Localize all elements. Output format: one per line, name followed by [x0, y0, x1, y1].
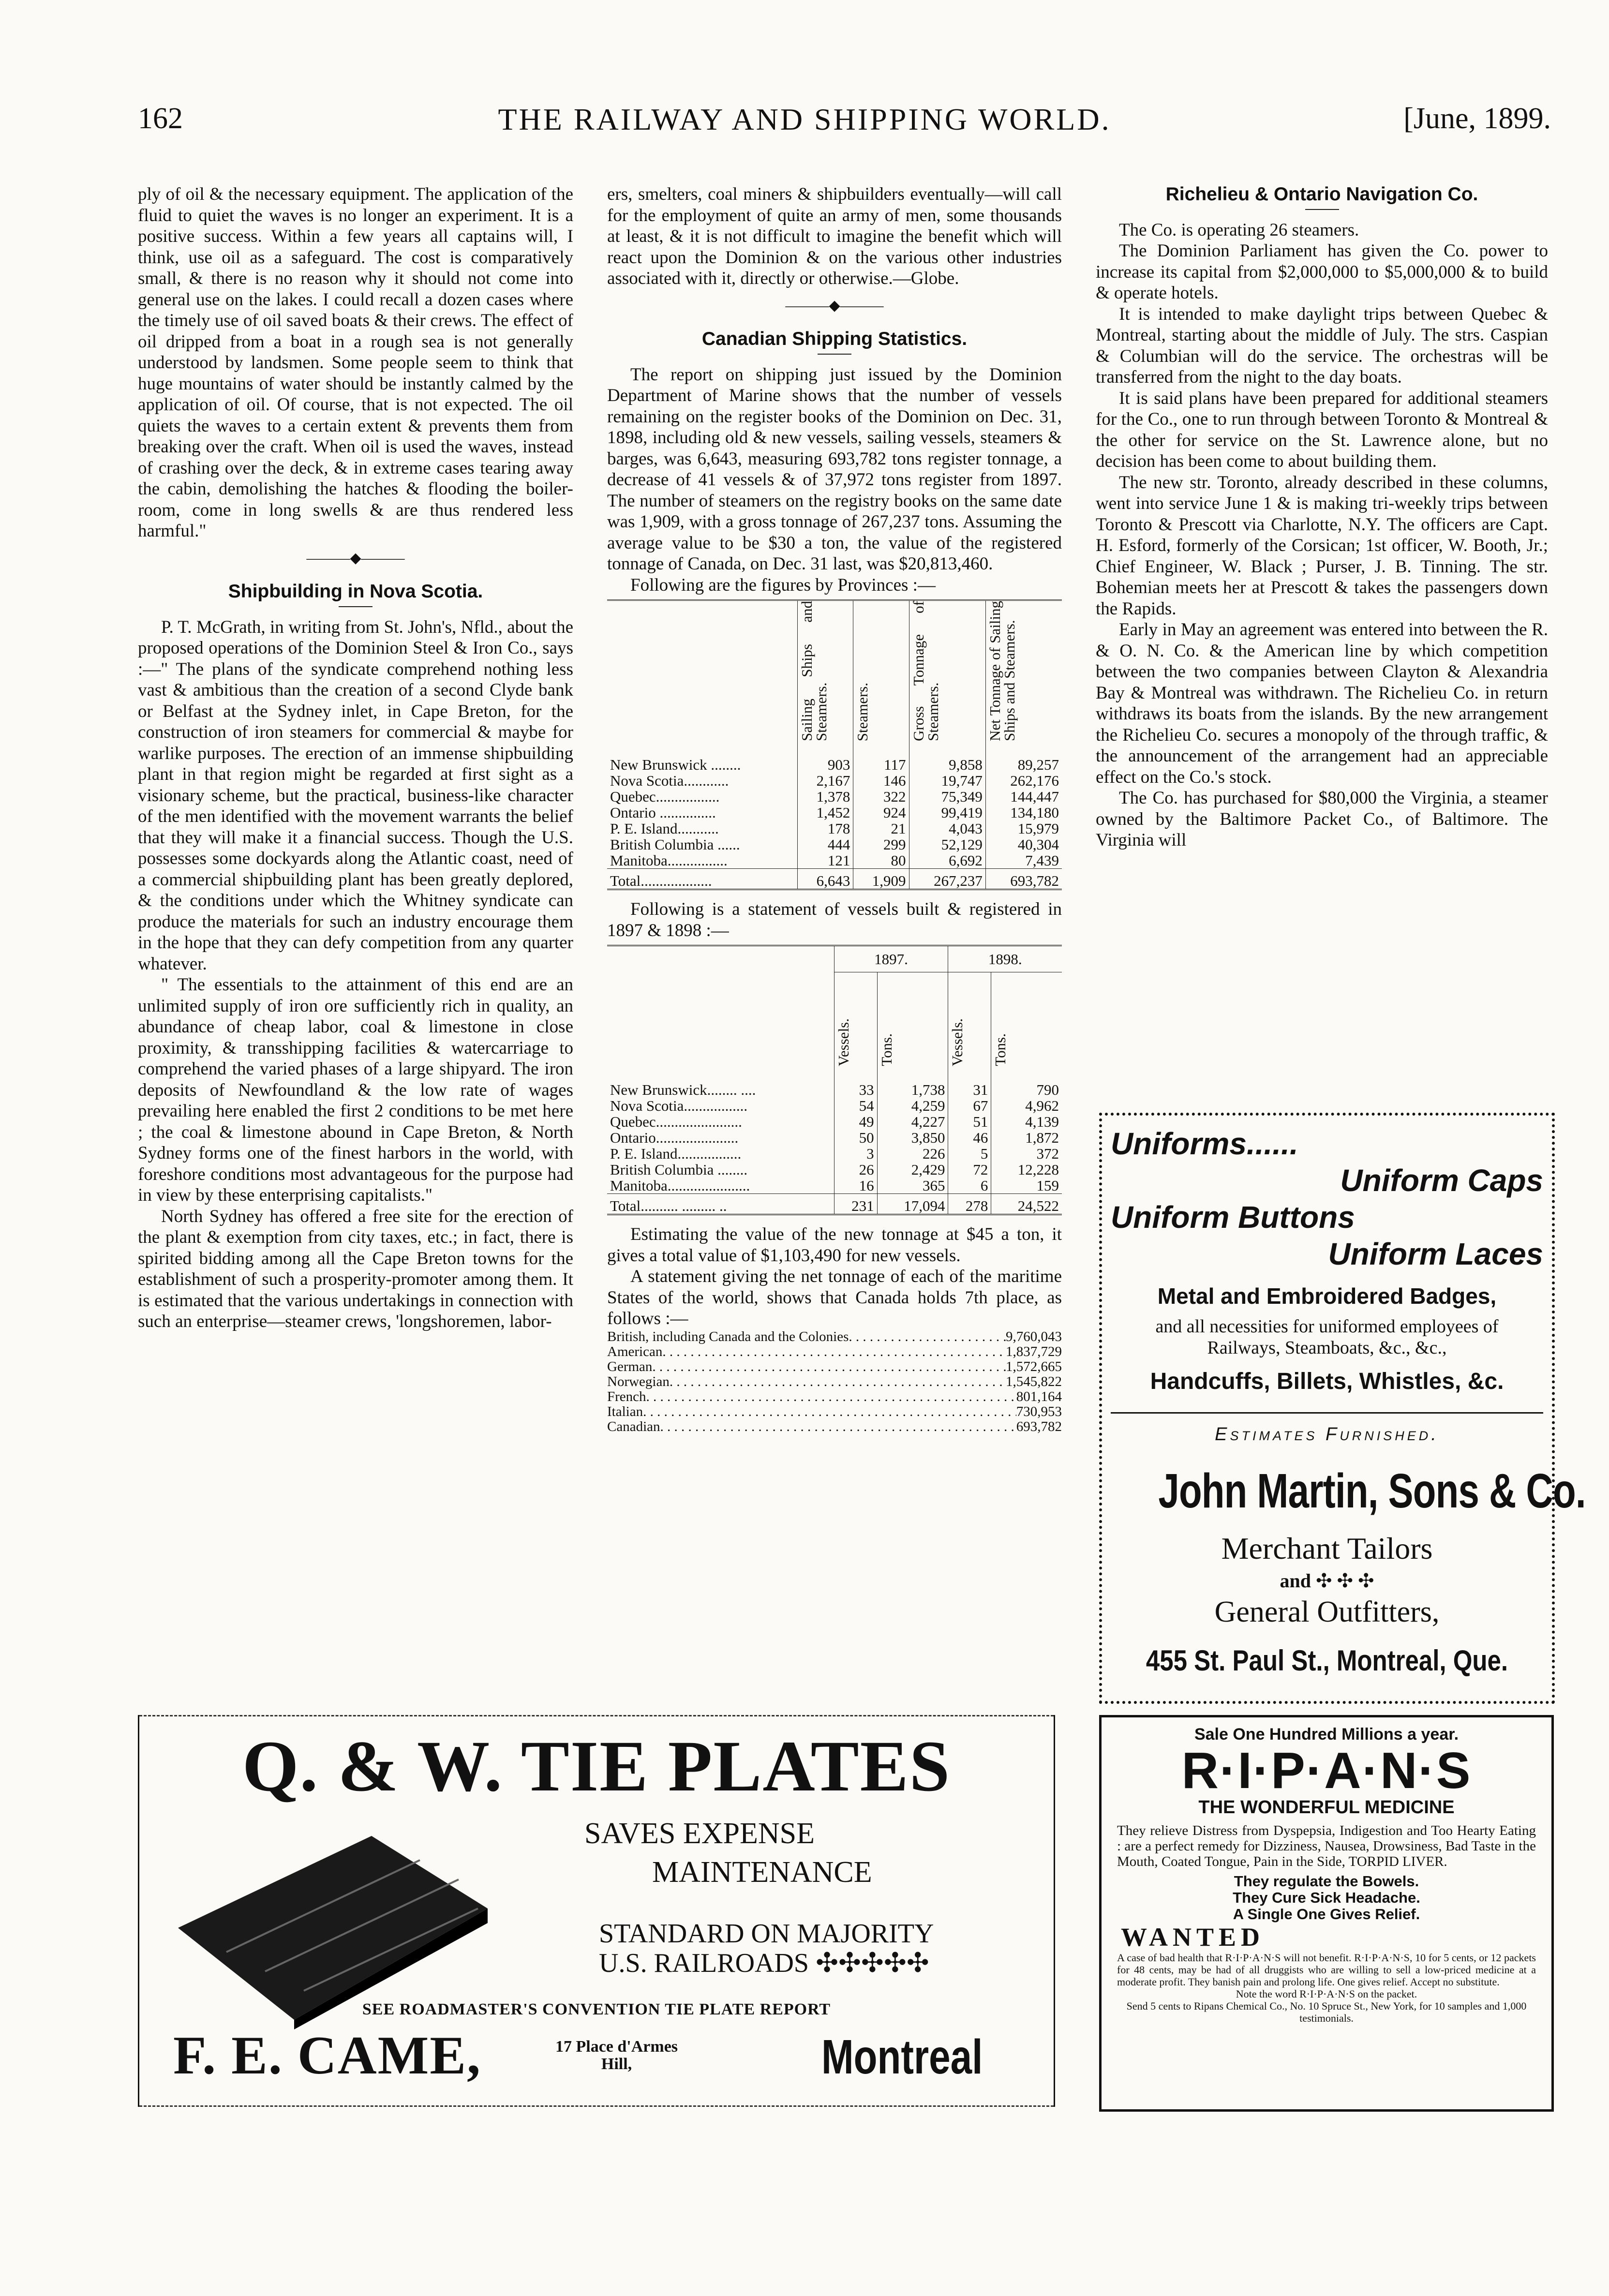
ad-line: Sale One Hundred Millions a year. — [1194, 1725, 1459, 1744]
ad-line: U.S. RAILROADS ✣✣✣✣✣ — [599, 1948, 929, 1978]
ad-line: STANDARD ON MAJORITY — [599, 1919, 934, 1949]
brand-name: R·I·P·A·N·S — [1181, 1742, 1472, 1799]
paragraph: The Dominion Parliament has given the Co. power to increase its capital from $2,000,000 to $5,000,000 & to build & operate hotels. — [1096, 241, 1548, 303]
row-label: Total.......... ......... .. — [607, 1194, 834, 1215]
row-label: Ontario ............... — [610, 804, 716, 821]
table-cell: 72 — [948, 1162, 991, 1178]
ornament-icon: ✣ ✣ ✣ — [1315, 1570, 1374, 1592]
company-city: Montreal — [821, 2030, 983, 2084]
ad-line: SAVES EXPENSE — [584, 1817, 815, 1850]
page-title: THE RAILWAY AND SHIPPING WORLD. — [498, 102, 1111, 136]
row-label: Quebec................. — [610, 788, 720, 805]
table-cell: 31 — [948, 1074, 991, 1098]
nation-name: German — [607, 1358, 653, 1374]
paragraph: " The essentials to the attainment of this end are an unlimited supply of iron ore sufficiently rich in quality, an abundance of cheap labor, coal & limestone in close proximity, & transshipping facilities & watercarriage to comprehend the varied phases of a large shipyard. The iron deposits of Newfoundland & the low rate of wages prevailing here enabled the first 2 conditions to be met here ; the coal & limestone abound in Cape Breton, & North Sydney forms one of the finest harbors in the world, with foreshore conditions most advantageous for the purpose had in view by these enterprising capitalists." — [138, 975, 573, 1205]
ripans-advertisement — [1099, 1715, 1554, 2112]
table-cell: 226 — [877, 1146, 948, 1162]
table-cell: 4,962 — [991, 1098, 1062, 1114]
ad-body: They relieve Distress from Dyspepsia, Indigestion and Too Hearty Eating : are a perfect remedy for Dizziness, Nausea, Drowsiness, Bad Taste in the Mouth, Coated Tongue, Pain in the Side, TORPID LIVER. — [1117, 1823, 1536, 1869]
list-item — [607, 1419, 1062, 1434]
table-cell: 178 — [798, 820, 853, 836]
ad-line: General Outfitters, — [1214, 1595, 1440, 1628]
total-row — [607, 869, 1062, 890]
list-item — [607, 1404, 1062, 1419]
tie-plate-icon — [168, 1826, 497, 2029]
section-heading: Richelieu & Ontario Navigation Co. — [1165, 184, 1478, 205]
nation-name: Norwegian — [607, 1373, 670, 1389]
ad-line: Uniforms...... — [1111, 1126, 1298, 1161]
table-row — [607, 749, 1062, 773]
paragraph: The Co. is operating 26 steamers. — [1119, 220, 1359, 240]
table-cell: 6,643 — [798, 869, 853, 890]
ad-line: Merchant Tailors — [1221, 1531, 1433, 1565]
table-cell: 6,692 — [909, 852, 985, 869]
table-cell: 21 — [853, 820, 909, 836]
table-row — [607, 789, 1062, 805]
total-row — [607, 1194, 1062, 1215]
ad-line: A Single One Gives Relief. — [1233, 1906, 1420, 1923]
table-cell: 924 — [853, 805, 909, 820]
table-cell: 7,439 — [985, 852, 1062, 869]
paragraph: The report on shipping just issued by the Dominion Department of Marine shows that the number of vessels remaining on the register books of the Dominion on Dec. 31, 1898, including old & new vessels, sailing vessels, steamers & barges, was 6,643, measuring 693,782 tons register tonnage, a decrease of 41 vessels & of 37,972 tons register from 1897. The number of steamers on the registry books on the same date was 1,909, with a gross tonnage of 267,237 tons. Assuming the average value to be $30 a ton, the value of the registered tonnage of Canada, on Dec. 31 last, was $20,813,460. — [607, 364, 1062, 574]
table-cell: 4,259 — [877, 1098, 948, 1114]
paragraph: Estimating the value of the new tonnage at $45 a ton, it gives a total value of $1,103,490 for new vessels. — [607, 1224, 1062, 1266]
vessels-built-table — [607, 945, 1062, 1215]
paragraph: It is said plans have been prepared for additional steamers for the Co., one to run through between Toronto & Montreal & the other for service on the St. Lawrence alone, but no decision has been come to about building them. — [1096, 388, 1548, 471]
table-cell: 4,139 — [991, 1114, 1062, 1130]
table-row — [607, 852, 1062, 869]
row-label: P. E. Island........... — [610, 820, 719, 837]
nation-name: American — [607, 1343, 663, 1359]
paragraph: ers, smelters, coal miners & shipbuilders eventually—will call for the employment of quite an army of men, some thousands at least, & it is not difficult to imagine the benefit which will react upon the Dominion & on the various other industries associated with it, directly or otherwise.—Globe. — [607, 184, 1062, 288]
paragraph: The new str. Toronto, already described in these columns, went into service June 1 & is making tri-weekly trips between Toronto & Prescott via Charlotte, N.Y. The officers are Capt. H. Esford, formerly of the Corsican; 1st officer, W. Booth, Jr.; Chief Engineer, W. Black ; Purser, J. B. Tinning. The str. Bohemian meets her at Prescott & takes the passengers down the Rapids. — [1096, 472, 1548, 619]
table-cell: 372 — [991, 1146, 1062, 1162]
company-address: 17 Place d'Armes Hill, — [555, 2038, 678, 2073]
table-cell: 3,850 — [877, 1130, 948, 1146]
table-cell: 26 — [834, 1162, 877, 1178]
table-cell: 5 — [948, 1146, 991, 1162]
paragraph: Following are the figures by Provinces :— — [630, 575, 936, 595]
table-row — [607, 805, 1062, 820]
table-cell: 3 — [834, 1146, 877, 1162]
column-header: Tons. — [877, 972, 948, 1074]
list-item — [607, 1374, 1062, 1389]
row-label: Manitoba...................... — [610, 1177, 750, 1194]
tie-plates-advertisement — [138, 1715, 1055, 2107]
column-3 — [1096, 184, 1548, 851]
wanted-heading: WANTED — [1121, 1923, 1265, 1952]
table-row — [607, 1162, 1062, 1178]
table-cell: 50 — [834, 1130, 877, 1146]
row-label: Nova Scotia................. — [610, 1097, 748, 1114]
column-header: Tons. — [991, 972, 1062, 1074]
ad-line: Handcuffs, Billets, Whistles, &c. — [1150, 1369, 1504, 1394]
table-cell: 89,257 — [985, 749, 1062, 773]
column-1 — [138, 184, 573, 1332]
table-cell: 146 — [853, 773, 909, 789]
ad-line: THE WONDERFUL MEDICINE — [1198, 1797, 1455, 1818]
paragraph: It is intended to make daylight trips between Quebec & Montreal, starting about the middle of July. The strs. Caspian & Columbian will do the service. The orchestras will be transferred from the night to the day boats. — [1096, 304, 1548, 387]
row-label: British Columbia ...... — [610, 836, 740, 853]
table-row — [607, 1114, 1062, 1130]
divider-ornament: ———◆——— — [306, 550, 405, 566]
column-header: Vessels. — [948, 972, 991, 1074]
table-row — [607, 820, 1062, 836]
table-cell: 9,858 — [909, 749, 985, 773]
nation-name: British, including Canada and the Colonies — [607, 1328, 849, 1344]
list-item — [607, 1389, 1062, 1404]
table-cell: 67 — [948, 1098, 991, 1114]
company-name: F. E. CAME, — [173, 2026, 482, 2086]
table-row — [607, 1098, 1062, 1114]
ad-title: Q. & W. TIE PLATES — [242, 1726, 951, 1806]
paragraph: Following is a statement of vessels built & registered in 1897 & 1898 :— — [607, 899, 1062, 940]
table-cell: 99,419 — [909, 805, 985, 820]
nation-tonnage: 801,164 — [1016, 1388, 1062, 1404]
column-header: Steamers. — [853, 600, 909, 749]
paragraph: ply of oil & the necessary equipment. The application of the fluid to quiet the waves is no longer an experiment. It is a positive success. Within a few years all captains will, I think, use oil as a safeguard. The cost is comparatively small, & there is no reason why it should not come into general use on the lakes. I could recall a dozen cases where the timely use of oil saved boats & their crews. The effect of oil dripped from a boat in a rough sea is not generally understood by landsmen. Some people seem to think that huge mountains of water should be instantly calmed by the application of oil. Of course, that is not expected. The oil quiets the waves to a certain extent & prevents them from breaking over the craft. When oil is used the waves, instead of crashing over the deck, & in extreme cases tearing away the cabin, demolishing the hatches & flooding the boiler-room, come in long swells & are thus rendered less harmful." — [138, 184, 573, 541]
table-cell: 365 — [877, 1178, 948, 1194]
table-cell: 299 — [853, 836, 909, 852]
estimates-label: Estimates Furnished. — [1215, 1424, 1439, 1445]
table-cell: 134,180 — [985, 805, 1062, 820]
row-label: British Columbia ........ — [610, 1161, 748, 1178]
ad-body: A case of bad health that R·I·P·A·N·S will not benefit. R·I·P·A·N·S, 10 for 5 cents, or 12 packets for 48 cents, may be had of all druggists who are willing to sell a low-priced medicine at a moderate profit. They banish pain and prolong life. One gives relief. Accept no substitute. — [1117, 1952, 1536, 1988]
table-cell: 444 — [798, 836, 853, 852]
table-cell: 4,227 — [877, 1114, 948, 1130]
table-cell: 24,522 — [991, 1194, 1062, 1215]
year-header: 1898. — [948, 946, 1062, 972]
nation-tonnage: 1,572,665 — [1006, 1358, 1062, 1374]
table-cell: 51 — [948, 1114, 991, 1130]
column-header: Gross Tonnage of Steamers. — [909, 600, 985, 749]
address: 455 St. Paul St., Montreal, Que. — [1146, 1644, 1508, 1677]
table-cell: 54 — [834, 1098, 877, 1114]
list-item — [607, 1344, 1062, 1359]
divider — [339, 606, 372, 607]
uniforms-advertisement — [1099, 1113, 1586, 1704]
table-row — [607, 1178, 1062, 1194]
table-cell: 790 — [991, 1074, 1062, 1098]
ad-line: and ✣ ✣ ✣ — [1280, 1570, 1374, 1592]
nation-name: French — [607, 1388, 646, 1404]
table-cell: 1,452 — [798, 805, 853, 820]
table-cell: 262,176 — [985, 773, 1062, 789]
table-cell: 278 — [948, 1194, 991, 1215]
table-cell: 2,429 — [877, 1162, 948, 1178]
table-cell: 46 — [948, 1130, 991, 1146]
divider — [1305, 209, 1339, 210]
ad-line: They regulate the Bowels. — [1234, 1873, 1419, 1890]
table-cell: 52,129 — [909, 836, 985, 852]
paragraph: P. T. McGrath, in writing from St. John's, Nfld., about the proposed operations of the Dominion Steel & Iron Co., says :—" The plans of the syndicate comprehend nothing less vast & ambitious than the creation of a second Clyde bank or Belfast at the Sydney inlet, in Cape Breton, for the construction of iron steamers for commercial & maybe for warlike purposes. The erection of an immense shipbuilding plant in that region might be regarded at first sight as a visionary scheme, but the practical, business-like character of the men identified with the movement warrants the belief that they will make it a financial success. Though the U.S. possesses some dockyards along the Atlantic coast, need of a commercial shipbuilding plant has been greatly deplored, & the conditions under which the Whitney syndicate can produce the materials for such an industry encourage them in the hope that they can defy competition from any quarter whatever. — [138, 617, 573, 974]
table-cell: 231 — [834, 1194, 877, 1215]
ad-line: and all necessities for uniformed employees of Railways, Steamboats, &c., &c., — [1155, 1316, 1499, 1358]
row-label: New Brunswick ........ — [610, 756, 741, 773]
column-2 — [607, 184, 1062, 1434]
table-row — [607, 1074, 1062, 1098]
table-cell: 4,043 — [909, 820, 985, 836]
row-label: Total................... — [607, 869, 798, 890]
table-cell: 159 — [991, 1178, 1062, 1194]
table-cell: 2,167 — [798, 773, 853, 789]
ad-line: Uniform Buttons — [1111, 1200, 1355, 1235]
table-cell: 117 — [853, 749, 909, 773]
row-label: P. E. Island................. — [610, 1145, 742, 1162]
page-number: 162 — [138, 102, 183, 135]
ad-line: Uniform Laces — [1328, 1237, 1543, 1271]
nation-tonnage: 1,837,729 — [1006, 1343, 1062, 1359]
table-cell: 121 — [798, 852, 853, 869]
column-header: Net Tonnage of Sailing Ships and Steamers. — [985, 600, 1062, 749]
table-cell: 75,349 — [909, 789, 985, 805]
table-cell: 49 — [834, 1114, 877, 1130]
table-cell: 33 — [834, 1074, 877, 1098]
table-cell: 1,378 — [798, 789, 853, 805]
ad-line: They Cure Sick Headache. — [1233, 1889, 1420, 1906]
table-cell: 16 — [834, 1178, 877, 1194]
year-header: 1897. — [834, 946, 948, 972]
table-cell: 322 — [853, 789, 909, 805]
provinces-table — [607, 599, 1062, 890]
ad-line: Send 5 cents to Ripans Chemical Co., No. 10 Spruce St., New York, for 10 samples and 1,000 testimonials. — [1126, 2000, 1527, 2024]
column-header: Sailing Ships and Steamers. — [798, 600, 853, 749]
table-row — [607, 1130, 1062, 1146]
table-cell: 12,228 — [991, 1162, 1062, 1178]
table-cell: 1,909 — [853, 869, 909, 890]
section-heading: Shipbuilding in Nova Scotia. — [228, 581, 483, 602]
table-cell: 40,304 — [985, 836, 1062, 852]
paragraph: The Co. has purchased for $80,000 the Virginia, a steamer owned by the Baltimore Packet Co., of Baltimore. The Virginia will — [1096, 788, 1548, 850]
divider-ornament: ———◆——— — [785, 297, 884, 313]
table-row — [607, 1146, 1062, 1162]
table-cell: 693,782 — [985, 869, 1062, 890]
table-row — [607, 773, 1062, 789]
table-cell: 80 — [853, 852, 909, 869]
paragraph: A statement giving the net tonnage of each of the maritime States of the world, shows that Canada holds 7th place, as follows :— — [607, 1267, 1062, 1328]
ad-line: SEE ROADMASTER'S CONVENTION TIE PLATE REPORT — [362, 2000, 831, 2018]
issue-date: [June, 1899. — [1403, 102, 1551, 135]
column-header: Vessels. — [834, 972, 877, 1074]
nation-name: Canadian — [607, 1418, 660, 1434]
list-item — [607, 1359, 1062, 1374]
paragraph: Early in May an agreement was entered into between the R. & O. N. Co. & the American line by which competition between the two companies between Clayton & Alexandria Bay & Montreal was withdrawn. The Richelieu Co. in return withdraws its boats from the islands. By the new arrangement the Richelieu Co. secures a monopoly of the through traffic, & the announcement of the arrangement had an appreciable effect on the Co.'s stock. — [1096, 620, 1548, 787]
row-label: Ontario...................... — [610, 1129, 739, 1146]
table-cell: 6 — [948, 1178, 991, 1194]
table-cell: 144,447 — [985, 789, 1062, 805]
firm-name: John Martin, Sons & Co. — [1158, 1464, 1586, 1518]
nation-tonnage: 1,545,822 — [1006, 1373, 1062, 1389]
section-heading: Canadian Shipping Statistics. — [701, 328, 968, 349]
list-item — [607, 1329, 1062, 1344]
nations-list — [607, 1329, 1062, 1434]
row-label: Quebec....................... — [610, 1113, 742, 1130]
table-row — [607, 836, 1062, 852]
table-cell: 15,979 — [985, 820, 1062, 836]
ad-line: Metal and Embroidered Badges, — [1157, 1283, 1497, 1309]
ornament-icon: ✣✣✣✣✣ — [809, 1948, 929, 1978]
row-label: Manitoba................ — [610, 852, 728, 869]
divider — [818, 354, 851, 355]
ad-line: MAINTENANCE — [652, 1856, 872, 1889]
table-cell: 267,237 — [909, 869, 985, 890]
nation-tonnage: 693,782 — [1016, 1418, 1062, 1434]
row-label: Nova Scotia............ — [610, 772, 729, 789]
nation-tonnage: 730,953 — [1016, 1403, 1062, 1419]
table-cell: 17,094 — [877, 1194, 948, 1215]
ad-line: Note the word R·I·P·A·N·S on the packet. — [1236, 1988, 1417, 2000]
nation-tonnage: 9,760,043 — [1006, 1328, 1062, 1344]
table-cell: 1,872 — [991, 1130, 1062, 1146]
ad-line: Uniform Caps — [1340, 1163, 1543, 1198]
paragraph: North Sydney has offered a free site for the erection of the plant & exemption from city taxes, etc.; in fact, there is spirited bidding among all the Cape Breton towns for the establishment of such a prosperity-promoter among them. It is estimated that the various undertakings in connection with such an enterprise—steamer crews, 'longshoremen, labor- — [138, 1206, 573, 1331]
table-cell: 903 — [798, 749, 853, 773]
table-cell: 19,747 — [909, 773, 985, 789]
row-label: New Brunswick........ .... — [610, 1081, 756, 1098]
nation-name: Italian — [607, 1403, 643, 1419]
table-cell: 1,738 — [877, 1074, 948, 1098]
page-header — [0, 97, 1609, 140]
